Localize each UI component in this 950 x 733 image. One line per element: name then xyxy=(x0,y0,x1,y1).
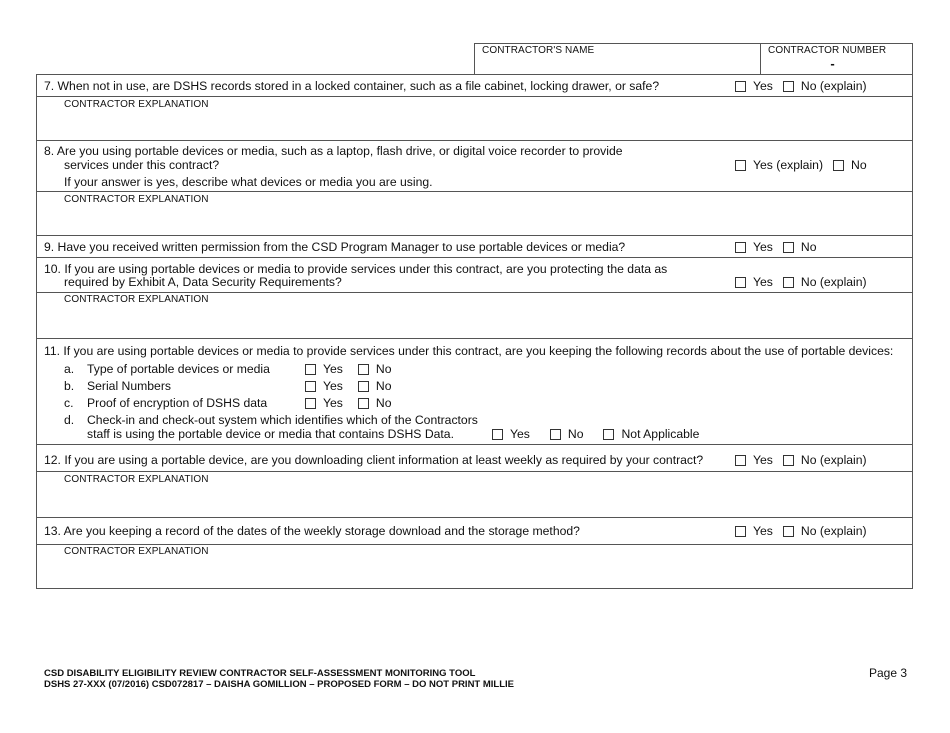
item-d-yes-checkbox[interactable] xyxy=(492,429,503,440)
question-8-subtext: If your answer is yes, describe what devices or media you are using. xyxy=(64,175,433,189)
item-d-text: Check-in and check-out system which identifies which of the Contractors xyxy=(87,413,478,427)
item-d-no-checkbox[interactable] xyxy=(550,429,561,440)
row-divider xyxy=(36,74,913,75)
item-b-text: Serial Numbers xyxy=(87,379,171,393)
question-8-options xyxy=(735,158,867,173)
row-divider xyxy=(36,257,913,258)
question-9-no-checkbox[interactable] xyxy=(783,242,794,253)
item-c-letter: c. xyxy=(64,396,74,410)
question-9-options xyxy=(735,240,816,255)
yes-label: Yes xyxy=(323,362,343,376)
item-a-text: Type of portable devices or media xyxy=(87,362,270,376)
row-divider xyxy=(36,471,913,472)
question-13-yes-checkbox[interactable] xyxy=(735,526,746,537)
question-9-text: 9. Have you received written permission from the CSD Program Manager to use portable devices or media? xyxy=(44,240,626,254)
no-label: No xyxy=(800,240,817,254)
row-divider xyxy=(36,444,913,445)
no-label: No xyxy=(567,427,584,441)
footer-form-id: DSHS 27-XXX (07/2016) CSD072817 – DAISHA GOMILLION – PROPOSED FORM – DO NOT PRINT MILLIE xyxy=(44,679,515,690)
question-12-no-checkbox[interactable] xyxy=(783,455,794,466)
item-b-options xyxy=(305,379,391,394)
yes-label: Yes xyxy=(510,427,530,441)
question-10-explanation-field[interactable] xyxy=(40,307,908,336)
contractor-number-label: CONTRACTOR NUMBER xyxy=(768,45,887,56)
item-a-no-checkbox[interactable] xyxy=(358,364,369,375)
question-10-options xyxy=(735,275,867,290)
question-10-text: 10. If you are using portable devices or media to provide services under this contract, are you protecting the data as xyxy=(44,262,668,276)
no-explain-label: No (explain) xyxy=(800,524,867,538)
header-top-border xyxy=(474,43,913,44)
item-a-options xyxy=(305,362,391,377)
question-8-yes-checkbox[interactable] xyxy=(735,160,746,171)
item-d-letter: d. xyxy=(64,413,75,427)
no-label: No xyxy=(375,362,392,376)
contractor-number-field[interactable] xyxy=(762,56,911,73)
yes-label: Yes xyxy=(753,524,773,538)
no-explain-label: No (explain) xyxy=(800,275,867,289)
header-divider xyxy=(760,43,761,74)
row-divider xyxy=(36,96,913,97)
question-7-no-checkbox[interactable] xyxy=(783,81,794,92)
question-8-explanation-field[interactable] xyxy=(40,206,908,233)
explanation-label: CONTRACTOR EXPLANATION xyxy=(64,474,209,485)
item-b-no-checkbox[interactable] xyxy=(358,381,369,392)
form-right-border xyxy=(912,43,913,589)
contractor-name-label: CONTRACTOR'S NAME xyxy=(482,45,595,56)
item-b-yes-checkbox[interactable] xyxy=(305,381,316,392)
contractor-name-field[interactable] xyxy=(476,57,758,73)
question-8-text-cont: services under this contract? xyxy=(64,158,220,172)
form-left-border xyxy=(36,74,37,589)
explanation-label: CONTRACTOR EXPLANATION xyxy=(64,99,209,110)
row-divider xyxy=(36,517,913,518)
explanation-label: CONTRACTOR EXPLANATION xyxy=(64,294,209,305)
row-divider xyxy=(36,544,913,545)
question-7-text: 7. When not in use, are DSHS records stored in a locked container, such as a file cabinet, locking drawer, or safe? xyxy=(44,79,660,93)
row-divider xyxy=(36,140,913,141)
item-d-text-cont: staff is using the portable device or media that contains DSHS Data. xyxy=(87,427,454,441)
yes-label: Yes xyxy=(753,79,773,93)
row-divider xyxy=(36,292,913,293)
question-13-explanation-field[interactable] xyxy=(40,559,908,586)
header-left-border xyxy=(474,43,475,74)
item-b-letter: b. xyxy=(64,379,75,393)
yes-label: Yes xyxy=(753,275,773,289)
page-number: Page 3 xyxy=(869,666,908,680)
not-applicable-label: Not Applicable xyxy=(621,427,700,441)
no-label: No xyxy=(851,158,867,172)
question-10-yes-checkbox[interactable] xyxy=(735,277,746,288)
question-8-no-checkbox[interactable] xyxy=(833,160,844,171)
row-divider xyxy=(36,191,913,192)
question-10-text-cont: required by Exhibit A, Data Security Requirements? xyxy=(64,275,342,289)
question-11-text: 11. If you are using portable devices or media to provide services under this contract, are you keeping the following records about the use of portable devices: xyxy=(44,344,894,358)
question-12-text: 12. If you are using a portable device, are you downloading client information at least weekly as required by your contract? xyxy=(44,453,704,467)
item-a-yes-checkbox[interactable] xyxy=(305,364,316,375)
yes-label: Yes xyxy=(323,379,343,393)
question-12-options xyxy=(735,453,867,468)
question-13-text: 13. Are you keeping a record of the dates of the weekly storage download and the storage method? xyxy=(44,524,580,538)
item-d-options xyxy=(492,427,699,442)
item-c-no-checkbox[interactable] xyxy=(358,398,369,409)
yes-label: Yes xyxy=(753,453,773,467)
question-13-no-checkbox[interactable] xyxy=(783,526,794,537)
no-label: No xyxy=(375,396,392,410)
no-explain-label: No (explain) xyxy=(800,79,867,93)
question-10-no-checkbox[interactable] xyxy=(783,277,794,288)
question-8-text: 8. Are you using portable devices or media, such as a laptop, flash drive, or digital voice recorder to provide xyxy=(44,144,623,158)
footer-form-title: CSD DISABILITY ELIGIBILITY REVIEW CONTRACTOR SELF-ASSESSMENT MONITORING TOOL xyxy=(44,668,476,679)
explanation-label: CONTRACTOR EXPLANATION xyxy=(64,194,209,205)
row-divider xyxy=(36,338,913,339)
question-7-yes-checkbox[interactable] xyxy=(735,81,746,92)
question-9-yes-checkbox[interactable] xyxy=(735,242,746,253)
contractor-number-value: - xyxy=(830,56,835,71)
no-explain-label: No (explain) xyxy=(800,453,867,467)
question-13-options xyxy=(735,524,867,539)
yes-explain-label: Yes (explain) xyxy=(753,158,824,172)
item-a-letter: a. xyxy=(64,362,75,376)
row-divider xyxy=(36,235,913,236)
item-c-options xyxy=(305,396,391,411)
row-divider xyxy=(36,588,913,589)
question-7-options xyxy=(735,79,867,94)
yes-label: Yes xyxy=(753,240,773,254)
yes-label: Yes xyxy=(323,396,343,410)
explanation-label: CONTRACTOR EXPLANATION xyxy=(64,546,209,557)
question-12-explanation-field[interactable] xyxy=(40,487,908,515)
no-label: No xyxy=(375,379,392,393)
item-c-yes-checkbox[interactable] xyxy=(305,398,316,409)
question-7-explanation-field[interactable] xyxy=(40,111,908,138)
item-c-text: Proof of encryption of DSHS data xyxy=(87,396,268,410)
question-12-yes-checkbox[interactable] xyxy=(735,455,746,466)
item-d-na-checkbox[interactable] xyxy=(603,429,614,440)
